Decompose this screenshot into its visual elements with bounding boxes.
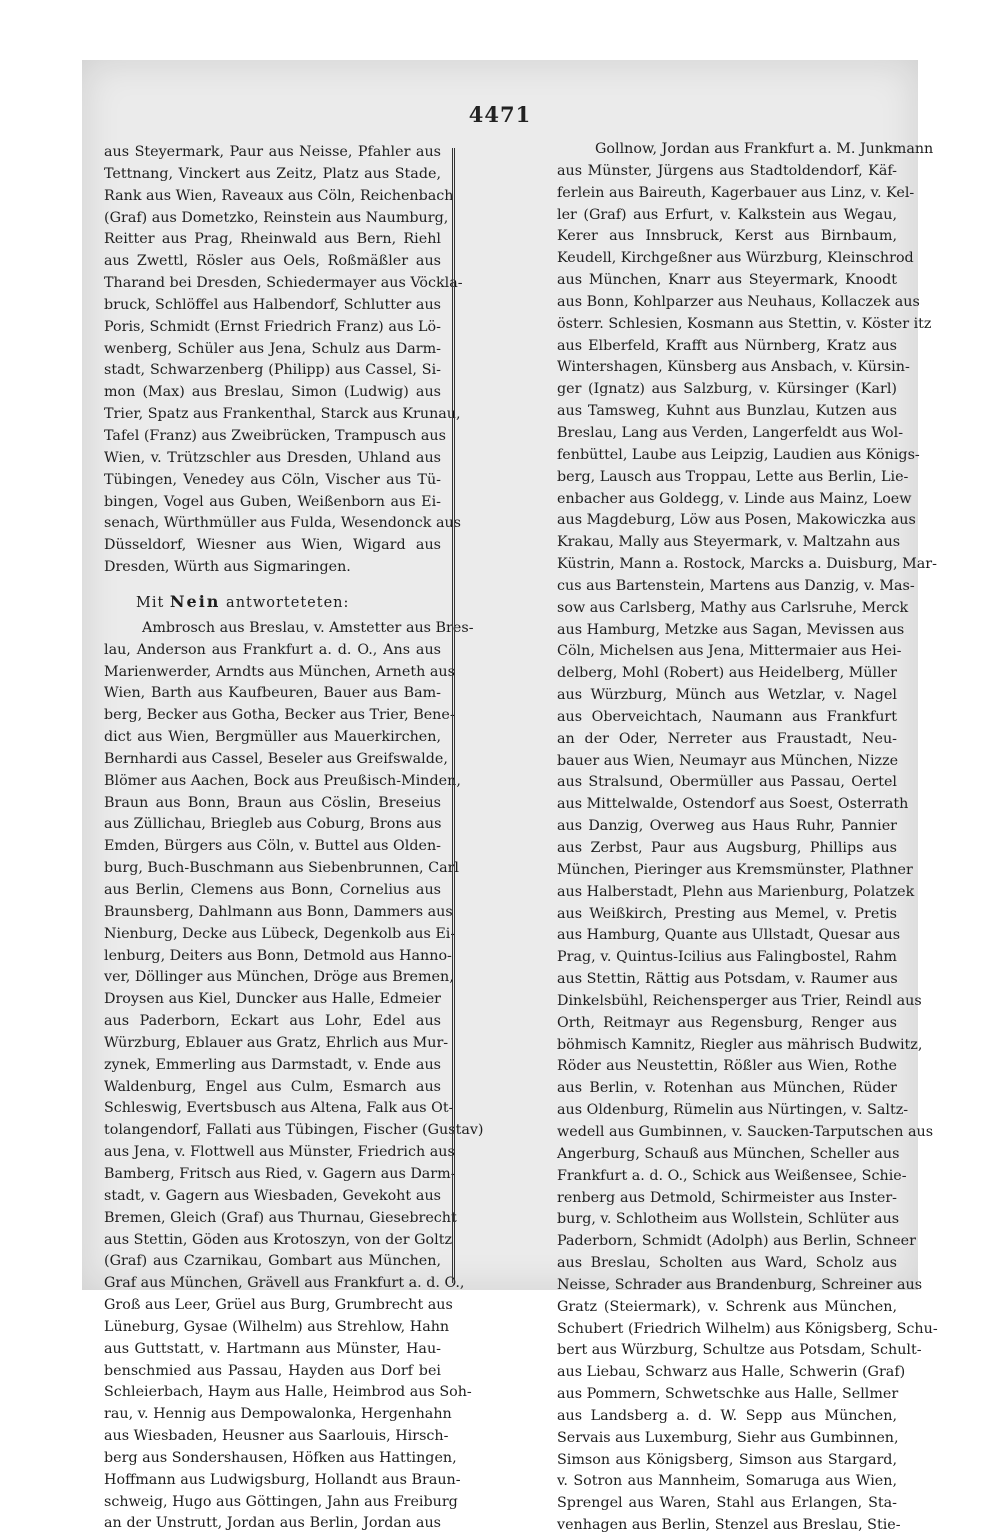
text-line: ler (Graf) aus Erfurt, v. Kalkstein aus Wegau, bbox=[557, 206, 897, 223]
text-line: böhmisch Kamnitz, Riegler aus mährisch Budwitz, bbox=[557, 1036, 923, 1053]
text-line: zynek, Emmerling aus Darmstadt, v. Ende aus bbox=[104, 1056, 441, 1073]
text-line: aus Stettin, Rättig aus Potsdam, v. Raumer aus bbox=[557, 971, 898, 988]
text-line: Dinkelsbühl, Reichensperger aus Trier, Reindl aus bbox=[557, 992, 922, 1009]
text-line: aus Elberfeld, Krafft aus Nürnberg, Kratz aus bbox=[557, 337, 897, 354]
text-line: Trier, Spatz aus Frankenthal, Starck aus Krunau, bbox=[104, 406, 461, 423]
text-line: Prag, v. Quintus-Icilius aus Falingbostel, Rahm bbox=[557, 949, 897, 966]
text-line: senach, Würthmüller aus Fulda, Wesendonck aus bbox=[104, 515, 462, 532]
text-line: Wien, v. Trützschler aus Dresden, Uhland aus bbox=[104, 449, 441, 466]
text-line: aus Liebau, Schwarz aus Halle, Schwerin (Graf) bbox=[557, 1364, 906, 1381]
text-line: aus Paderborn, Eckart aus Lohr, Edel aus bbox=[104, 1013, 441, 1030]
text-line: Bamberg, Fritsch aus Ried, v. Gagern aus Darm- bbox=[104, 1165, 456, 1182]
text-line: lau, Anderson aus Frankfurt a. d. O., Ans aus bbox=[104, 641, 441, 658]
text-line: aus Steyermark, Paur aus Neisse, Pfahler aus bbox=[104, 144, 441, 160]
text-line: Droysen aus Kiel, Duncker aus Halle, Edmeier bbox=[104, 991, 441, 1008]
text-line: sow aus Carlsberg, Mathy aus Carlsruhe, Merck bbox=[557, 599, 909, 616]
text-line: berg aus Sondershausen, Höfken aus Hattingen, bbox=[104, 1449, 457, 1466]
text-line: Bremen, Gleich (Graf) aus Thurnau, Giesebrecht bbox=[104, 1209, 457, 1226]
text-line: aus Tamsweg, Kuhnt aus Bunzlau, Kutzen aus bbox=[557, 403, 897, 420]
text-line: dict aus Wien, Bergmüller aus Mauerkirchen, bbox=[104, 729, 441, 746]
text-line: Servais aus Luxemburg, Siehr aus Gumbinnen, bbox=[557, 1429, 899, 1446]
text-line: Braun aus Bonn, Braun aus Cöslin, Breseius bbox=[104, 794, 441, 811]
text-line: aus Berlin, v. Rotenhan aus München, Rüder bbox=[557, 1080, 897, 1097]
text-line: Würzburg, Eblauer aus Gratz, Ehrlich aus Mur- bbox=[104, 1034, 449, 1051]
text-line: Schubert (Friedrich Wilhelm) aus Königsberg, Schu- bbox=[557, 1320, 938, 1337]
text-line: Röder aus Neustettin, Rößler aus Wien, Rothe bbox=[557, 1058, 897, 1075]
text-line: bert aus Würzburg, Schultze aus Potsdam, Schult- bbox=[557, 1342, 922, 1359]
text-line: aus Münster, Jürgens aus Stadtoldendorf, Käf- bbox=[557, 162, 897, 179]
text-line: Marienwerder, Arndts aus München, Arneth aus bbox=[104, 663, 455, 680]
text-line: ver, Döllinger aus München, Dröge aus Bremen, bbox=[104, 969, 454, 986]
text-line: Schleierbach, Haym aus Halle, Heimbrod aus Soh- bbox=[104, 1384, 472, 1401]
text-line: stadt, v. Gagern aus Wiesbaden, Gevekoht aus bbox=[104, 1187, 441, 1204]
text-line: aus Weißkirch, Presting aus Memel, v. Pretis bbox=[557, 905, 897, 922]
text-line: aus Breslau, Scholten aus Ward, Scholz aus bbox=[557, 1255, 897, 1272]
text-line: rau, v. Hennig aus Dempowalonka, Hergenhahn bbox=[104, 1406, 452, 1423]
text-line: österr. Schlesien, Kosmann aus Stettin, v. Köster itz bbox=[557, 315, 932, 332]
text-line: renberg aus Detmold, Schirmeister aus Inster- bbox=[557, 1189, 897, 1206]
text-line: aus Stettin, Göden aus Krotoszyn, von der Goltz bbox=[104, 1231, 453, 1248]
text-line: schweig, Hugo aus Göttingen, Jahn aus Freiburg bbox=[104, 1493, 458, 1510]
document-page bbox=[82, 60, 938, 1534]
text-line: aus Mittelwalde, Ostendorf aus Soest, Osterrath bbox=[557, 796, 909, 813]
text-line: Breslau, Lang aus Verden, Langerfeldt aus Wol- bbox=[557, 424, 904, 441]
text-line: enbacher aus Goldegg, v. Linde aus Mainz, Loew bbox=[557, 490, 912, 507]
text-line: Poris, Schmidt (Ernst Friedrich Franz) aus Lö- bbox=[104, 318, 441, 335]
text-line: wenberg, Schüler aus Jena, Schulz aus Darm- bbox=[104, 340, 441, 357]
text-line: Nienburg, Decke aus Lübeck, Degenkolb aus Ei- bbox=[104, 925, 456, 942]
text-line: Tettnang, Vinckert aus Zeitz, Platz aus Stade, bbox=[104, 165, 441, 182]
left-column bbox=[104, 142, 484, 1532]
text-line: aus Hamburg, Metzke aus Sagan, Mevissen aus bbox=[557, 621, 905, 638]
text-line: tolangendorf, Fallati aus Tübingen, Fischer (Gustav) bbox=[104, 1122, 484, 1139]
text-line: aus Oldenburg, Rümelin aus Nürtingen, v. Saltz- bbox=[557, 1102, 909, 1119]
text-line: Tafel (Franz) aus Zweibrücken, Trampusch aus bbox=[104, 427, 446, 444]
text-line: Reitter aus Prag, Rheinwald aus Bern, Riehl bbox=[104, 231, 441, 248]
text-line: Krakau, Mally aus Steyermark, v. Maltzahn aus bbox=[557, 534, 901, 551]
text-line: aus Jena, v. Flottwell aus Münster, Friedrich aus bbox=[104, 1144, 455, 1161]
text-line: Graf aus München, Grävell aus Frankfurt a. d. O., bbox=[104, 1275, 465, 1292]
heading-prefix: Mit bbox=[136, 594, 165, 611]
text-line: Küstrin, Mann a. Rostock, Marcks a. Duisburg, Mar- bbox=[557, 556, 937, 573]
column-divider bbox=[452, 148, 455, 1283]
text-line: Keudell, Kirchgeßner aus Würzburg, Kleinschrod bbox=[557, 250, 914, 267]
text-line: Sprengel aus Waren, Stahl aus Erlangen, Sta- bbox=[557, 1495, 897, 1512]
text-line: lenburg, Deiters aus Bonn, Detmold aus Hanno- bbox=[104, 947, 452, 964]
page-number: 4471 bbox=[468, 102, 532, 127]
text-line: cus aus Bartenstein, Martens aus Danzig, v. Mas- bbox=[557, 577, 915, 594]
text-line: Lüneburg, Gysae (Wilhelm) aus Strehlow, Hahn bbox=[104, 1318, 450, 1335]
text-line: an der Unstrutt, Jordan aus Berlin, Jordan aus bbox=[104, 1515, 441, 1532]
text-line: aus Magdeburg, Löw aus Posen, Makowiczka aus bbox=[557, 512, 916, 529]
text-line: aus Hamburg, Quante aus Ullstadt, Quesar aus bbox=[557, 927, 901, 944]
text-line: Blömer aus Aachen, Bock aus Preußisch-Minden, bbox=[104, 772, 461, 789]
text-line: burg, Buch-Buschmann aus Siebenbrunnen, Carl bbox=[104, 860, 459, 877]
text-line: an der Oder, Nerreter aus Fraustadt, Neu- bbox=[557, 730, 897, 747]
text-line: Waldenburg, Engel aus Culm, Esmarch aus bbox=[104, 1078, 441, 1095]
text-line: Simson aus Königsberg, Simson aus Stargard, bbox=[557, 1451, 897, 1468]
text-line: Groß aus Leer, Grüel aus Burg, Grumbrecht aus bbox=[104, 1297, 453, 1314]
heading-keyword: Nein bbox=[169, 591, 221, 611]
text-line: Kerer aus Innsbruck, Kerst aus Birnbaum, bbox=[557, 228, 897, 245]
text-line: (Graf) aus Dometzko, Reinstein aus Naumburg, bbox=[104, 209, 449, 226]
text-line: aus Wiesbaden, Heusner aus Saarlouis, Hirsch- bbox=[104, 1428, 449, 1445]
text-line: berg, Lausch aus Troppau, Lette aus Berlin, Lie- bbox=[557, 468, 909, 485]
text-line: aus Bonn, Kohlparzer aus Neuhaus, Kollaczek aus bbox=[557, 293, 920, 310]
text-line: Schleswig, Evertsbusch aus Altena, Falk aus Ot- bbox=[104, 1100, 454, 1117]
text-line: aus Guttstatt, v. Hartmann aus Münster, Hau- bbox=[104, 1340, 441, 1357]
text-line: ger (Ignatz) aus Salzburg, v. Kürsinger (Karl) bbox=[557, 381, 897, 398]
text-line: Orth, Reitmayr aus Regensburg, Renger aus bbox=[557, 1014, 897, 1031]
text-line: Bernhardi aus Cassel, Beseler aus Greifswalde, bbox=[104, 750, 448, 767]
text-line: aus Züllichau, Briegleb aus Coburg, Brons aus bbox=[104, 816, 442, 833]
text-line: bingen, Vogel aus Guben, Weißenborn aus Ei- bbox=[104, 493, 441, 510]
text-line: aus Pommern, Schwetschke aus Halle, Sellmer bbox=[557, 1386, 899, 1403]
text-line: aus Würzburg, Münch aus Wetzlar, v. Nagel bbox=[557, 687, 897, 704]
text-line: Dresden, Würth aus Sigmaringen. bbox=[104, 559, 351, 576]
text-line: aus Stralsund, Obermüller aus Passau, Oertel bbox=[557, 774, 897, 791]
text-line: delberg, Mohl (Robert) aus Heidelberg, Müller bbox=[557, 665, 897, 682]
text-line: Hoffmann aus Ludwigsburg, Hollandt aus Braun- bbox=[104, 1471, 461, 1488]
text-line: Emden, Bürgers aus Cöln, v. Buttel aus Olden- bbox=[104, 838, 441, 855]
text-line: (Graf) aus Czarnikau, Gombart aus München, bbox=[104, 1253, 441, 1270]
text-line: Gratz (Steiermark), v. Schrenk aus München, bbox=[557, 1298, 897, 1315]
text-line: Neisse, Schrader aus Brandenburg, Schreiner aus bbox=[557, 1276, 923, 1293]
text-line: aus Zerbst, Paur aus Augsburg, Phillips aus bbox=[557, 840, 897, 856]
text-line: aus Landsberg a. d. W. Sepp aus München, bbox=[557, 1407, 897, 1424]
text-line: Ambrosch aus Breslau, v. Amstetter aus Bres- bbox=[142, 619, 474, 636]
heading-suffix: antworteteten: bbox=[226, 594, 350, 611]
text-line: v. Sotron aus Mannheim, Somaruga aus Wien, bbox=[557, 1473, 897, 1490]
text-line: Wien, Barth aus Kaufbeuren, Bauer aus Bam- bbox=[104, 685, 441, 702]
text-line: Düsseldorf, Wiesner aus Wien, Wigard aus bbox=[104, 537, 441, 554]
text-line: Tübingen, Venedey aus Cöln, Vischer aus Tü- bbox=[104, 471, 441, 488]
text-line: Cöln, Michelsen aus Jena, Mittermaier aus Hei- bbox=[557, 643, 902, 660]
text-line: aus München, Knarr aus Steyermark, Knoodt bbox=[557, 272, 897, 289]
text-line: Tharand bei Dresden, Schiedermayer aus Vöckla- bbox=[104, 275, 463, 292]
text-line: aus Berlin, Clemens aus Bonn, Cornelius aus bbox=[104, 882, 441, 898]
vote-heading bbox=[104, 589, 441, 615]
text-line: berg, Becker aus Gotha, Becker aus Trier, Bene- bbox=[104, 707, 455, 724]
text-line: Frankfurt a. d. O., Schick aus Weißensee, Schie- bbox=[557, 1167, 907, 1184]
text-line: ferlein aus Baireuth, Kagerbauer aus Linz, v. Kel- bbox=[557, 184, 915, 201]
text-line: Angerburg, Schauß aus München, Scheller aus bbox=[557, 1145, 900, 1162]
text-line: aus Danzig, Overweg aus Haus Ruhr, Pannier bbox=[557, 818, 897, 835]
text-line: venhagen aus Berlin, Stenzel aus Breslau, Stie- bbox=[557, 1517, 901, 1534]
text-line: Paderborn, Schmidt (Adolph) aus Berlin, Schneer bbox=[557, 1233, 916, 1250]
text-line: bruck, Schlöffel aus Halbendorf, Schlutter aus bbox=[104, 296, 441, 313]
text-line: stadt, Schwarzenberg (Philipp) aus Cassel, Si- bbox=[104, 362, 441, 379]
text-line: Rank aus Wien, Raveaux aus Cöln, Reichenbach bbox=[104, 187, 454, 204]
text-line: Braunsberg, Dahlmann aus Bonn, Dammers aus bbox=[104, 903, 453, 920]
text-line: bauer aus Wien, Neumayr aus München, Nizze bbox=[557, 752, 899, 769]
text-line: benschmied aus Passau, Hayden aus Dorf bei bbox=[104, 1362, 441, 1379]
text-line: mon (Max) aus Breslau, Simon (Ludwig) aus bbox=[104, 384, 441, 401]
right-column bbox=[557, 139, 938, 1534]
text-line: burg, v. Schlotheim aus Wollstein, Schlüter aus bbox=[557, 1211, 900, 1228]
text-line: aus Zwettl, Rösler aus Oels, Roßmäßler aus bbox=[104, 253, 441, 270]
text-line: aus Halberstadt, Plehn aus Marienburg, Polatzek bbox=[557, 883, 915, 900]
bleed-through-text bbox=[471, 150, 541, 1275]
text-line: Wintershagen, Künsberg aus Ansbach, v. Kürsin- bbox=[557, 359, 910, 376]
text-line: wedell aus Gumbinnen, v. Saucken-Tarputschen aus bbox=[557, 1123, 934, 1140]
text-line: fenbüttel, Laube aus Leipzig, Laudien aus Königs- bbox=[557, 446, 920, 463]
text-line: aus Oberveichtach, Naumann aus Frankfurt bbox=[557, 708, 897, 725]
text-line: München, Pieringer aus Kremsmünster, Plathner bbox=[557, 861, 913, 878]
text-line: Gollnow, Jordan aus Frankfurt a. M. Junkmann bbox=[595, 141, 934, 157]
